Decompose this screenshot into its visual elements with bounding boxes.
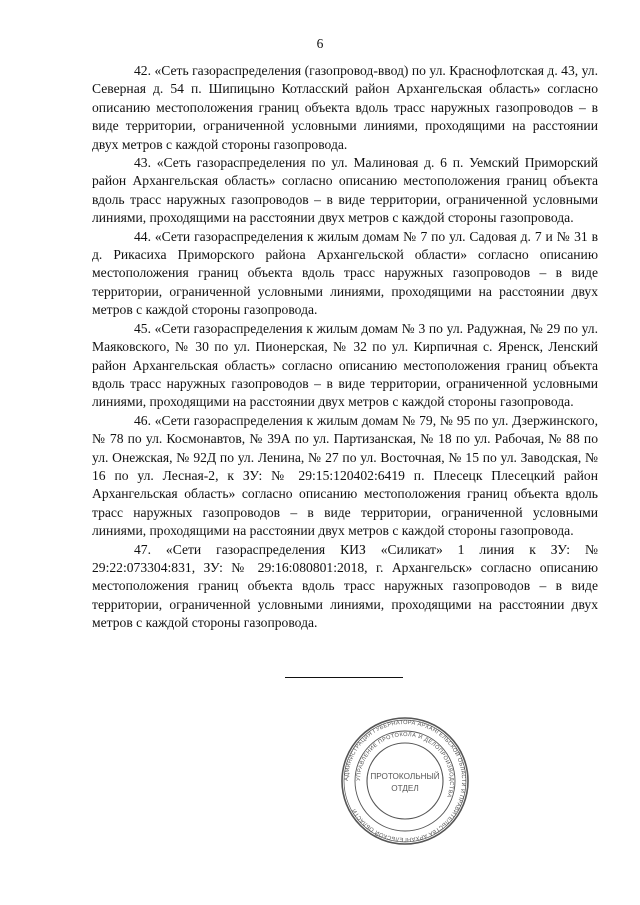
paragraph-46: 46. «Сети газораспределения к жилым домам № 79, № 95 по ул. Дзержинского, № 78 по ул. Космонавтов, № 39А по ул. Партизанская, № 18 по ул. Рабочая, № 88 по ул. Онежская, № 92Д по ул. Ленина, № 27 по ул. Восточная, № 15 по ул. Заводская, № 16 по ул. Лесная-2, к ЗУ: № 29:15:120402:6419 п. Плесецк Плесецкий район Архангельская область» согласно описанию местоположения границ объекта вдоль трасс наружных газопроводов – в виде территории, ограниченной условными линиями, проходящими на расстоянии двух метров с каждой стороны газопровода.	[92, 412, 598, 539]
stamp-center-line-1: ПРОТОКОЛЬНЫЙ	[370, 772, 440, 781]
stamp-center-line-2: ОТДЕЛ	[391, 784, 419, 793]
stamp-inner-ring	[367, 743, 443, 819]
official-stamp	[340, 716, 470, 846]
paragraph-42: 42. «Сеть газораспределения (газопровод-ввод) по ул. Краснофлотская д. 43, ул. Северная д. 54 п. Шипицыно Котласский район Архангельская область» согласно описанию местоположения границ объекта вдоль трасс наружных газопроводов – в виде территории, ограниченной условными линиями, проходящими на расстоянии двух метров с каждой стороны газопровода.	[92, 63, 598, 152]
page-number: 6	[316, 36, 324, 51]
paragraph-43: 43. «Сеть газораспределения по ул. Малиновая д. 6 п. Уемский Приморский район Архангельская область» согласно описанию местоположения границ объекта вдоль трасс наружных газопроводов – в виде территории, ограниченной условными линиями, проходящими на расстоянии двух метров с каждой стороны газопровода.	[92, 155, 598, 226]
stamp-middle-ring	[355, 731, 455, 831]
stamp-inner-text: УПРАВЛЕНИЕ ПРОТОКОЛА И ДЕЛОПРОИЗВОДСТВА	[355, 731, 455, 799]
paragraph-47: 47. «Сети газораспределения КИЗ «Силикат» 1 линия к ЗУ: № 29:22:073304:831, ЗУ: № 29:16:080801:2018, г. Архангельск» согласно описанию местоположения границ объекта вдоль трасс наружных газопроводов – в виде территории, ограниченной условными линиями, проходящими на расстоянии двух метров с каждой стороны газопровода.	[92, 541, 598, 631]
stamp-outer-text: АДМИНИСТРАЦИЯ ГУБЕРНАТОРА АРХАНГЕЛЬСКОЙ ОБЛАСТИ И ПРАВИТЕЛЬСТВА АРХАНГЕЛЬСКОЙ ОБЛАСТИ	[343, 719, 467, 843]
document-body	[92, 62, 598, 633]
end-divider	[285, 677, 403, 678]
paragraph-44: 44. «Сети газораспределения к жилым домам № 7 по ул. Садовая д. 7 и № 31 в д. Рикасиха Приморского района Архангельской области» согласно описанию местоположения границ объекта вдоль трасс наружных газопроводов – в виде территории, ограниченной условными линиями, проходящими на расстоянии двух метров с каждой стороны газопровода.	[92, 228, 598, 318]
paragraph-45: 45. «Сети газораспределения к жилым домам № 3 по ул. Радужная, № 29 по ул. Маяковского, № 30 по ул. Пионерская, № 32 по ул. Кирпичная с. Яренск, Ленский район Архангельская область» согласно описанию местоположения границ объекта вдоль трасс наружных газопроводов – в виде территории, ограниченной условными линиями, проходящими на расстоянии двух метров с каждой стороны газопровода.	[92, 320, 598, 410]
